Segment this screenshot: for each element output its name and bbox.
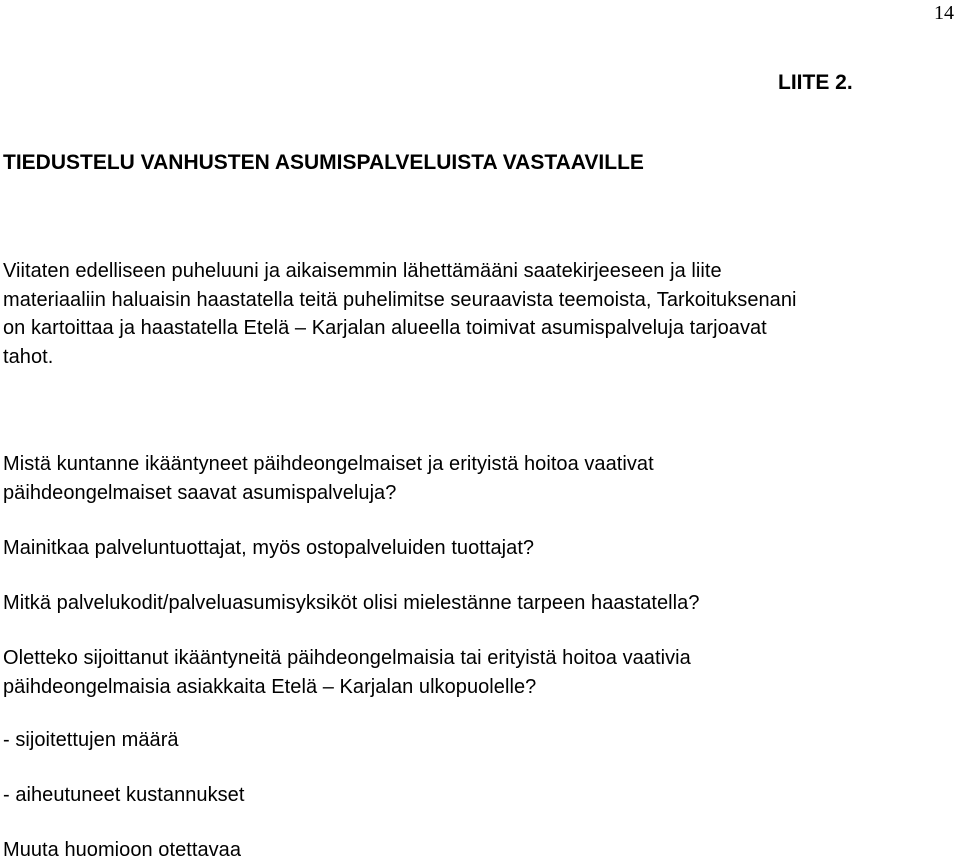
question-line: Mistä kuntanne ikääntyneet päihdeongelmaiset ja erityistä hoitoa vaativat — [3, 453, 654, 475]
question-line: Mitkä palvelukodit/palveluasumisyksiköt olisi mielestänne tarpeen haastatella? — [3, 592, 700, 614]
intro-line: materiaaliin haluaisin haastatella teitä puhelimitse seuraavista teemoista, Tarkoituksenani — [3, 288, 797, 311]
question-line: päihdeongelmaisia asiakkaita Etelä – Karjalan ulkopuolelle? — [3, 675, 537, 698]
question-line: Oletteko sijoittanut ikääntyneitä päihdeongelmaisia tai erityistä hoitoa vaativia — [3, 647, 691, 669]
question-4 — [3, 644, 691, 701]
list-item-text: - sijoitettujen määrä — [3, 729, 179, 751]
appendix-label: LIITE 2. — [778, 71, 853, 94]
question-1 — [3, 450, 654, 507]
intro-paragraph — [3, 257, 797, 371]
intro-line: on kartoittaa ja haastatella Etelä – Karjalan alueella toimivat asumispalveluja tarjoavat — [3, 317, 767, 339]
intro-line: tahot. — [3, 345, 54, 368]
intro-line: Viitaten edelliseen puheluuni ja aikaisemmin lähettämääni saatekirjeeseen ja liite — [3, 260, 722, 282]
document-title: TIEDUSTELU VANHUSTEN ASUMISPALVELUISTA VASTAAVILLE — [3, 151, 644, 174]
question-2 — [3, 534, 534, 563]
list-item-text: - aiheutuneet kustannukset — [3, 784, 245, 806]
list-item-costs — [3, 781, 244, 810]
page-number: 14 — [934, 2, 954, 24]
list-item-placement-count — [3, 726, 179, 755]
question-line: Mainitkaa palveluntuottajat, myös ostopalveluiden tuottajat? — [3, 537, 535, 559]
other-considerations — [3, 836, 241, 865]
question-3 — [3, 589, 700, 618]
question-line: päihdeongelmaiset saavat asumispalveluja? — [3, 481, 397, 504]
list-item-text: Muuta huomioon otettavaa — [3, 839, 242, 861]
